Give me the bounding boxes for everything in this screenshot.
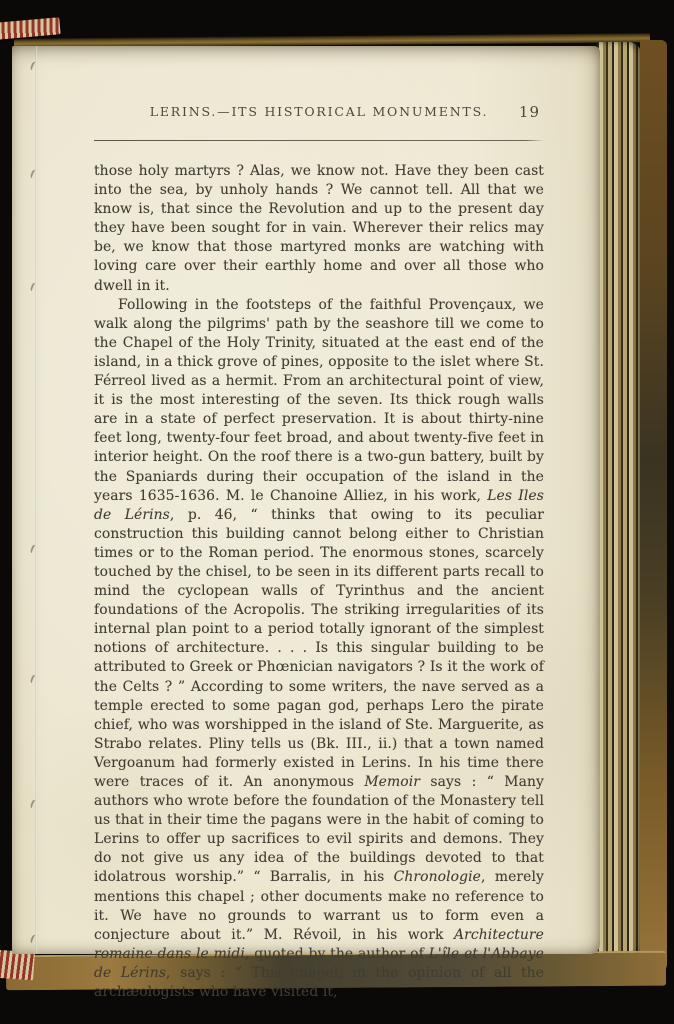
page-fold-crease xyxy=(35,46,38,954)
running-header xyxy=(94,104,544,124)
book-cover-right-edge xyxy=(640,40,667,974)
running-title: LERINS.—ITS HISTORICAL MONUMENTS. xyxy=(149,104,489,119)
page-number: 19 xyxy=(518,103,540,121)
printed-content xyxy=(94,104,544,1002)
paragraph-1: those holy martyrs ? Alas, we know not. Have they been cast into the sea, by unholy hands ? We cannot tell. All that we know is, that since the Revolution and up to the present day they have been sought for in vain. Wherever their relics may be, we know that those martyred monks are watching with loving care over their earthly home and over all those who dwell in it. xyxy=(94,163,544,294)
headband-bottom xyxy=(0,950,35,981)
book-page xyxy=(12,46,600,1001)
header-rule xyxy=(94,140,544,141)
page-edges-right xyxy=(597,42,642,968)
body-text xyxy=(94,162,544,1002)
headband-top xyxy=(0,17,61,40)
paragraph-2: Following in the footsteps of the faithful Provençaux, we walk along the pilgrims' path by the seashore till we come to the Chapel of the Holy Trinity, situated at the east end of the island, in a thick grove of pines, opposite to the islet where St. Férreol lived as a hermit. From an architectural point of view, it is the most interesting of the seven. Its thick rough walls are in a state of perfect preservation. It is about thirty-nine feet long, twenty-four feet broad, and about twenty-five feet in interior height. On the roof there is a two-gun battery, built by the Spaniards during their occupation of the island in the years 1635-1636. M. le Chanoine Alliez, in his work, Les Iles de Lérins, p. 46, “ thinks that owing to its peculiar construction this building cannot belong either to Christian times or to the Roman period. The enormous stones, scarcely touched by the chisel, to be seen in its different parts recall to mind the cyclopean walls of Tyrinthus and the ancient foundations of the Acropolis. The striking irregularities of its internal plan point to a period totally ignorant of the simplest notions of architecture. . . . Is this singular building to be attributed to Greek or Phœnician navigators ? Is it the work of the Celts ? ” According to some writers, the nave served as a temple erected to some pagan god, perhaps Lero the pirate chief, who was worshipped in the island of Ste. Marguerite, as Strabo relates. Pliny tells us (Bk. III., ii.) that a town named Vergoanum had formerly existed in Lerins. In his time there were traces of it. An anonymous Memoir says : “ Many authors who wrote before the foundation of the Monastery tell us that in their time the pagans were in the habit of coming to Lerins to offer up sacrifices to evil spirits and demons. They do not give us any idea of the buildings devoted to that idolatrous worship.” “ Barralis, in his Chronologie, merely mentions this chapel ; other documents make no reference to it. We have no grounds to warrant us to form even a conjecture about it.” M. Révoil, in his work Architecture romaine dans le midi, quoted by the author of L'île et l'Abbaye de Lérins, says : “ This chapel, in the opinion of all the archæologists who have visited it, xyxy=(94,296,545,1001)
